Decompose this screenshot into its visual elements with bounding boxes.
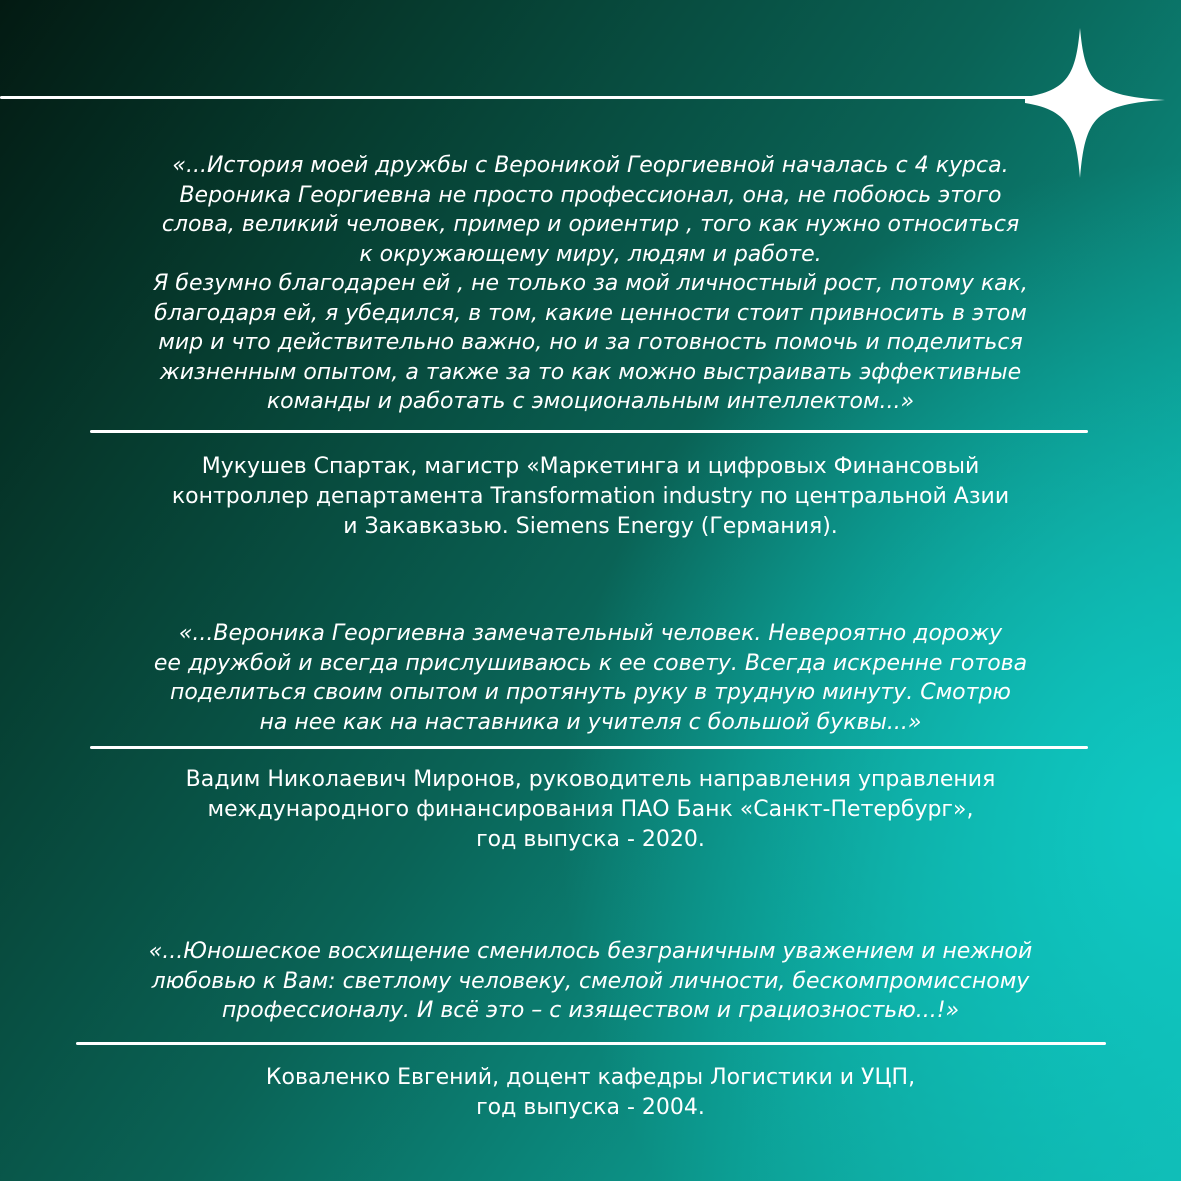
testimonial-quote: «...История моей дружбы с Вероникой Георгиевной началась с 4 курса. Вероника Георгиевна не просто профессионал, она, не побоюсь этого слова, великий человек, пример и ориентир , того как нужно относиться к окружающему миру, людям и работе. Я безумно благодарен ей , не только за мой личностный рост, потому как, благодаря ей, я убедился, в том, какие ценности стоит привносить в этом мир и что действительно важно, но и за готовность помочь и поделиться жизненным опытом, а также за то как можно выстраивать эффективные команды и работать с эмоциональным интеллектом...»	[153, 153, 1028, 414]
testimonial-1-author-block	[0, 452, 1181, 542]
testimonial-author: Вадим Николаевич Миронов, руководитель направления управления международного финансирования ПАО Банк «Санкт-Петербург», год выпуска - 2020.	[185, 767, 996, 852]
testimonial-1	[0, 151, 1181, 417]
testimonial-divider	[90, 746, 1088, 749]
testimonial-2-author-block	[0, 765, 1181, 855]
testimonial-2	[0, 619, 1181, 737]
testimonial-quote: «...Юношеское восхищение сменилось безграничным уважением и нежной любовью к Вам: светлому человеку, смелой личности, бескомпромиссному профессионалу. И всё это – с изяществом и грациозностью...!»	[148, 939, 1033, 1023]
testimonial-divider	[90, 430, 1088, 433]
testimonial-3-author-block	[0, 1063, 1181, 1123]
testimonial-divider	[76, 1042, 1106, 1045]
testimonial-author: Мукушев Спартак, магистр «Маркетинга и цифровых Финансовый контроллер департамента Transformation industry по центральной Азии и Закавказью. Siemens Energy (Германия).	[171, 454, 1010, 539]
testimonial-quote: «...Вероника Георгиевна замечательный человек. Невероятно дорожу ее дружбой и всегда прислушиваюсь к ее совету. Всегда искренне готова поделиться своим опытом и протянуть руку в трудную минуту. Смотрю на нее как на наставника и учителя с большой буквы...»	[153, 621, 1028, 735]
testimonial-author: Коваленко Евгений, доцент кафедры Логистики и УЦП, год выпуска - 2004.	[265, 1065, 916, 1120]
top-divider	[0, 96, 1090, 99]
testimonial-3	[0, 937, 1181, 1026]
